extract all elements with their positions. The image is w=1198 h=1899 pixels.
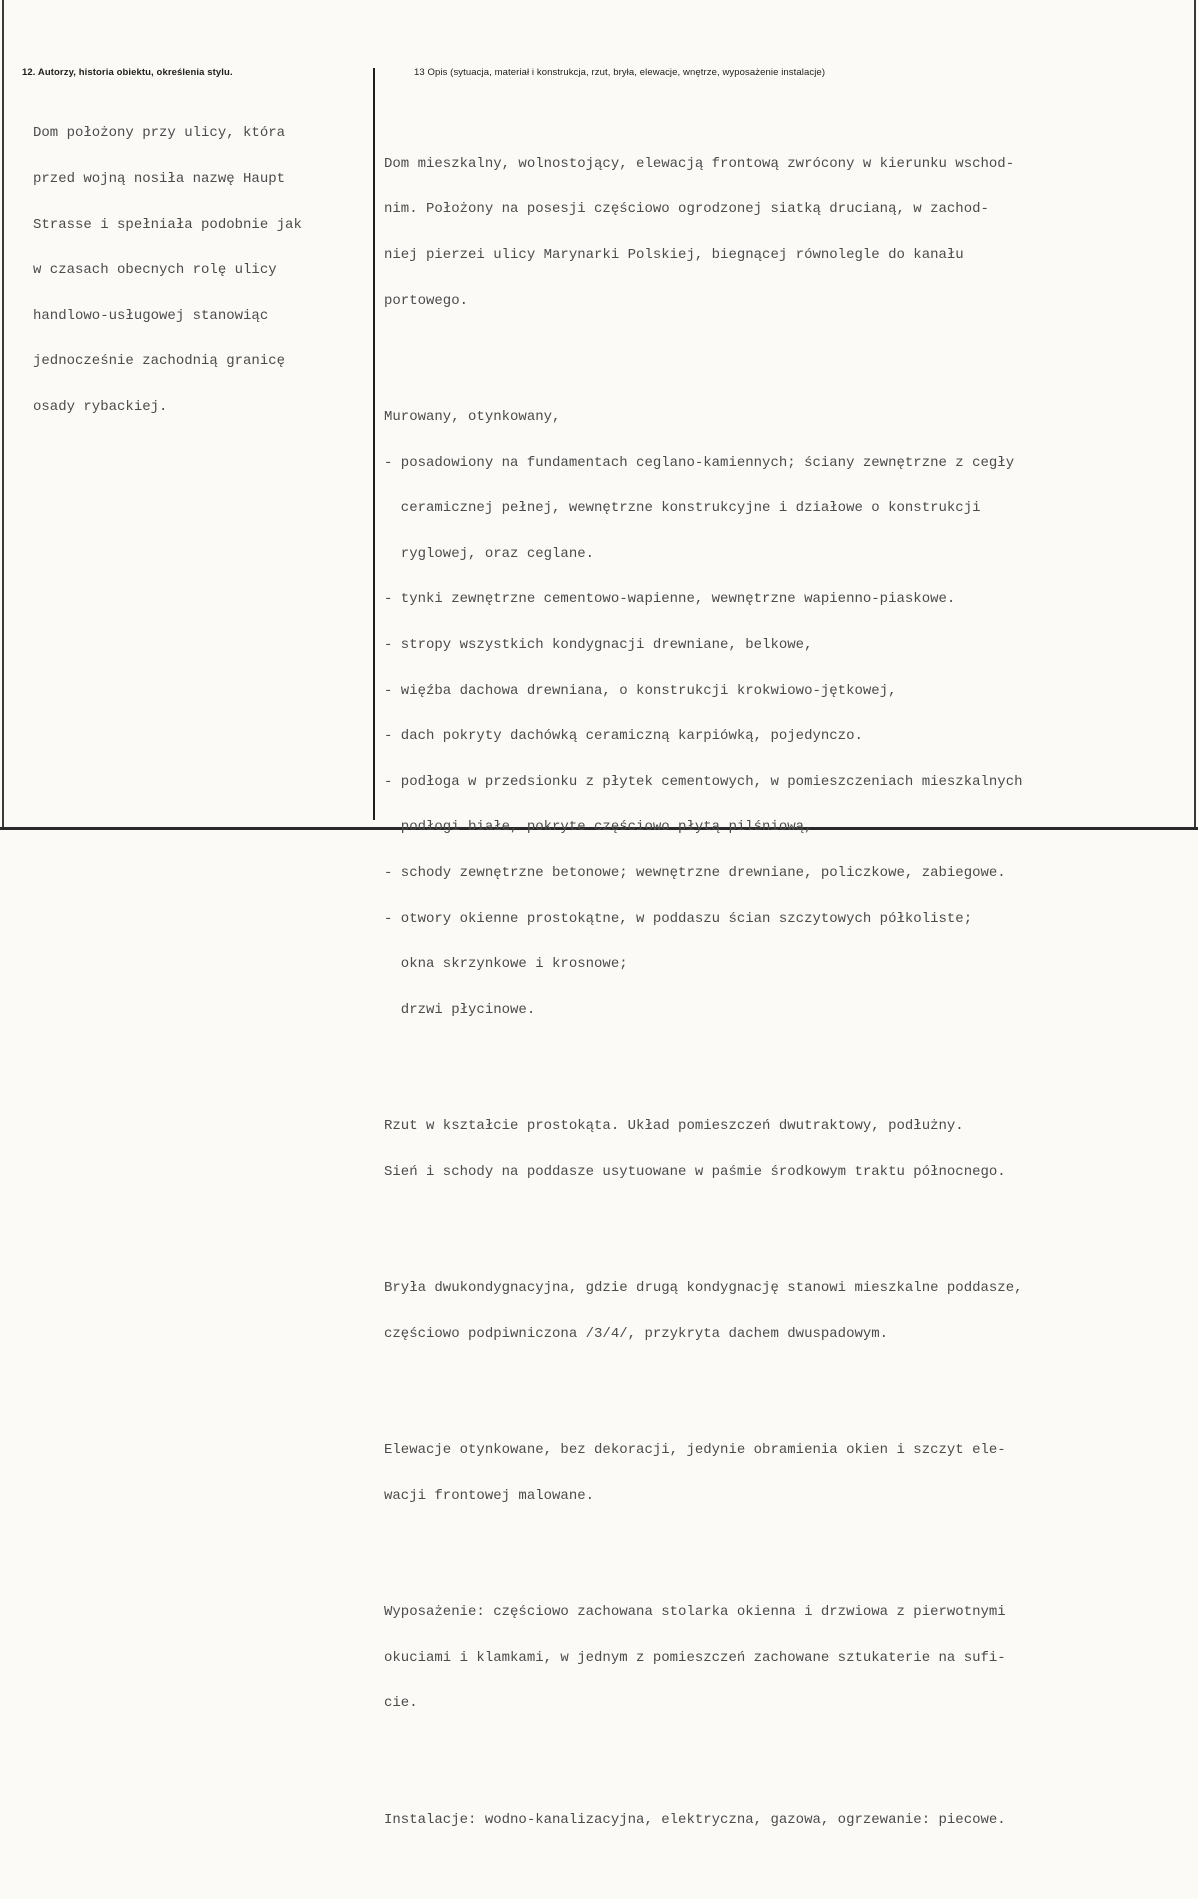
text-line: Sień i schody na poddasze usytuowane w paśmie środkowym traktu północnego. [384, 1163, 1006, 1180]
text-line: Rzut w kształcie prostokąta. Układ pomieszczeń dwutraktowy, podłużny. [384, 1118, 964, 1135]
text-line: Dom mieszkalny, wolnostojący, elewacją frontową zwrócony w kierunku wschod- [384, 155, 1015, 172]
text-line: - tynki zewnętrzne cementowo-wapienne, wewnętrzne wapienno-piaskowe. [384, 591, 956, 608]
text-line: - schody zewnętrzne betonowe; wewnętrzne drewniane, policzkowe, zabiegowe. [384, 864, 1006, 881]
text-line: częściowo podpiwniczona /3/4/, przykryta dachem dwuspadowym. [384, 1325, 889, 1342]
paragraph-massing [384, 1251, 1023, 1373]
text-line: w czasach obecnych rolę ulicy [33, 262, 277, 279]
text-line: osady rybackiej. [33, 398, 168, 415]
text-line: Elewacje otynkowane, bez dekoracji, jedynie obramienia okien i szczyt ele- [384, 1442, 1006, 1459]
text-line: Bryła dwukondygnacyjna, gdzie drugą kondygnację stanowi mieszkalne poddasze, [384, 1280, 1023, 1297]
text-line: - otwory okienne prostokątne, w poddaszu ścian szczytowych półkoliste; [384, 910, 973, 927]
section-12-header: 12. Autorzy, historia obiektu, określenia stylu. [22, 67, 233, 78]
paragraph-installations [384, 1782, 1023, 1858]
text-line: drzwi płycinowe. [384, 1001, 536, 1018]
section-12-text [33, 96, 302, 446]
text-line: Dom położony przy ulicy, która [33, 125, 286, 142]
right-edge-line [1194, 0, 1196, 830]
text-line: okuciami i klamkami, w jednym z pomieszczeń zachowane sztukaterie na sufi- [384, 1649, 1006, 1666]
paragraph-location [384, 126, 1023, 339]
text-line: ceramicznej pełnej, wewnętrzne konstrukcyjne i działowe o konstrukcji [384, 500, 981, 517]
text-line: podłogi białe, pokryte częściowo płytą pilśniową, [384, 819, 813, 836]
text-line: Instalacje: wodno-kanalizacyjna, elektryczna, gazowa, ogrzewanie: piecowe. [384, 1811, 1006, 1828]
paragraph-construction [384, 380, 1023, 1049]
text-line: portowego. [384, 292, 469, 309]
text-line: ryglowej, oraz ceglane. [384, 545, 595, 562]
text-line: przed wojną nosiła nazwę Haupt [33, 171, 286, 187]
text-line: jednocześnie zachodnią granicę [33, 353, 286, 370]
left-edge-line [2, 0, 4, 830]
text-line: - posadowiony na fundamentach ceglano-kamiennych; ściany zewnętrzne z cegły [384, 454, 1015, 471]
text-line: - stropy wszystkich kondygnacji drewniane, belkowe, [384, 636, 813, 653]
text-line: nim. Położony na posesji częściowo ogrodzonej siatką drucianą, w zachod- [384, 201, 989, 218]
paragraph-equipment [384, 1575, 1023, 1742]
text-line: Murowany, otynkowany, [384, 409, 561, 425]
text-line: cie. [384, 1695, 418, 1712]
text-line: Strasse i spełniała podobnie jak [33, 216, 302, 233]
text-line: niej pierzei ulicy Marynarki Polskiej, biegnącej równolegle do kanału [384, 247, 964, 263]
paragraph-plan [384, 1089, 1023, 1211]
text-line: wacji frontowej malowane. [384, 1487, 595, 1504]
text-line: Wyposażenie: częściowo zachowana stolarka okienna i drzwiowa z pierwotnymi [384, 1604, 1006, 1621]
text-line: - dach pokryty dachówką ceramiczną karpiówką, pojedynczo. [384, 728, 863, 745]
section-13-text [384, 96, 1023, 1899]
paragraph-elevations [384, 1413, 1023, 1535]
text-line: - podłoga w przedsionku z płytek cementowych, w pomieszczeniach mieszkalnych [384, 773, 1023, 790]
text-line: - więźba dachowa drewniana, o konstrukcji krokwiowo-jętkowej, [384, 682, 897, 699]
column-divider [373, 68, 375, 820]
text-line: okna skrzynkowe i krosnowe; [384, 956, 628, 973]
section-13-header: 13 Opis (sytuacja, materiał i konstrukcja, rzut, bryła, elewacje, wnętrze, wyposażenie instalacje) [414, 67, 826, 78]
text-line: handlowo-usługowej stanowiąc [33, 307, 269, 324]
